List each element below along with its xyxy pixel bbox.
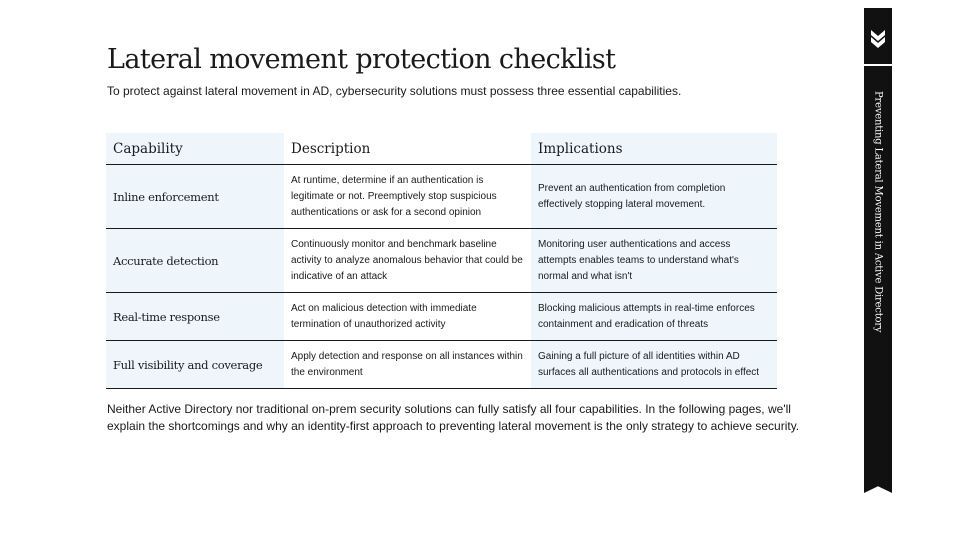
capability-cell: Full visibility and coverage: [106, 341, 284, 389]
implications-cell: Monitoring user authentications and access attempts enables teams to understand what's normal and what isn't: [531, 229, 777, 293]
page-subtitle: To protect against lateral movement in AD, cybersecurity solutions must possess three essential capabilities.: [107, 84, 682, 98]
capability-cell: Real-time response: [106, 293, 284, 341]
table-row: [106, 229, 777, 293]
capability-cell: Inline enforcement: [106, 165, 284, 229]
header-description: Description: [284, 133, 531, 165]
table-row: [106, 293, 777, 341]
header-implications: Implications: [531, 133, 777, 165]
description-cell: At runtime, determine if an authentication is legitimate or not. Preemptively stop suspicious authentications or ask for a second opinion: [284, 165, 531, 229]
implications-cell: Prevent an authentication from completion effectively stopping lateral movement.: [531, 165, 777, 229]
side-tab-label: Preventing Lateral Movement in Active Directory: [872, 91, 884, 333]
implications-cell: Blocking malicious attempts in real-time enforces containment and eradication of threats: [531, 293, 777, 341]
double-chevron-down-icon: [864, 26, 892, 50]
table-body: [106, 165, 777, 389]
capabilities-table: [106, 133, 777, 389]
footer-paragraph: [107, 401, 807, 435]
description-cell: Apply detection and response on all instances within the environment: [284, 341, 531, 389]
description-cell: Act on malicious detection with immediate termination of unauthorized activity: [284, 293, 531, 341]
table-row: [106, 341, 777, 389]
tab-divider: [864, 64, 892, 66]
header-capability: Capability: [106, 133, 284, 165]
table-row: [106, 165, 777, 229]
table-header: [106, 133, 777, 165]
capability-cell: Accurate detection: [106, 229, 284, 293]
implications-cell: Gaining a full picture of all identities within AD surfaces all authentications and protocols in effect: [531, 341, 777, 389]
footer-line: explain the shortcomings and why an identity-first approach to preventing lateral movement is the only strategy to achieve security.: [107, 419, 800, 433]
description-cell: Continuously monitor and benchmark baseline activity to analyze anomalous behavior that could be indicative of an attack: [284, 229, 531, 293]
page-title: Lateral movement protection checklist: [107, 44, 616, 75]
footer-line: Neither Active Directory nor traditional on-prem security solutions can fully satisfy all four capabilities. In the following pages, we'll: [107, 402, 791, 416]
table-header-row: [106, 133, 777, 165]
